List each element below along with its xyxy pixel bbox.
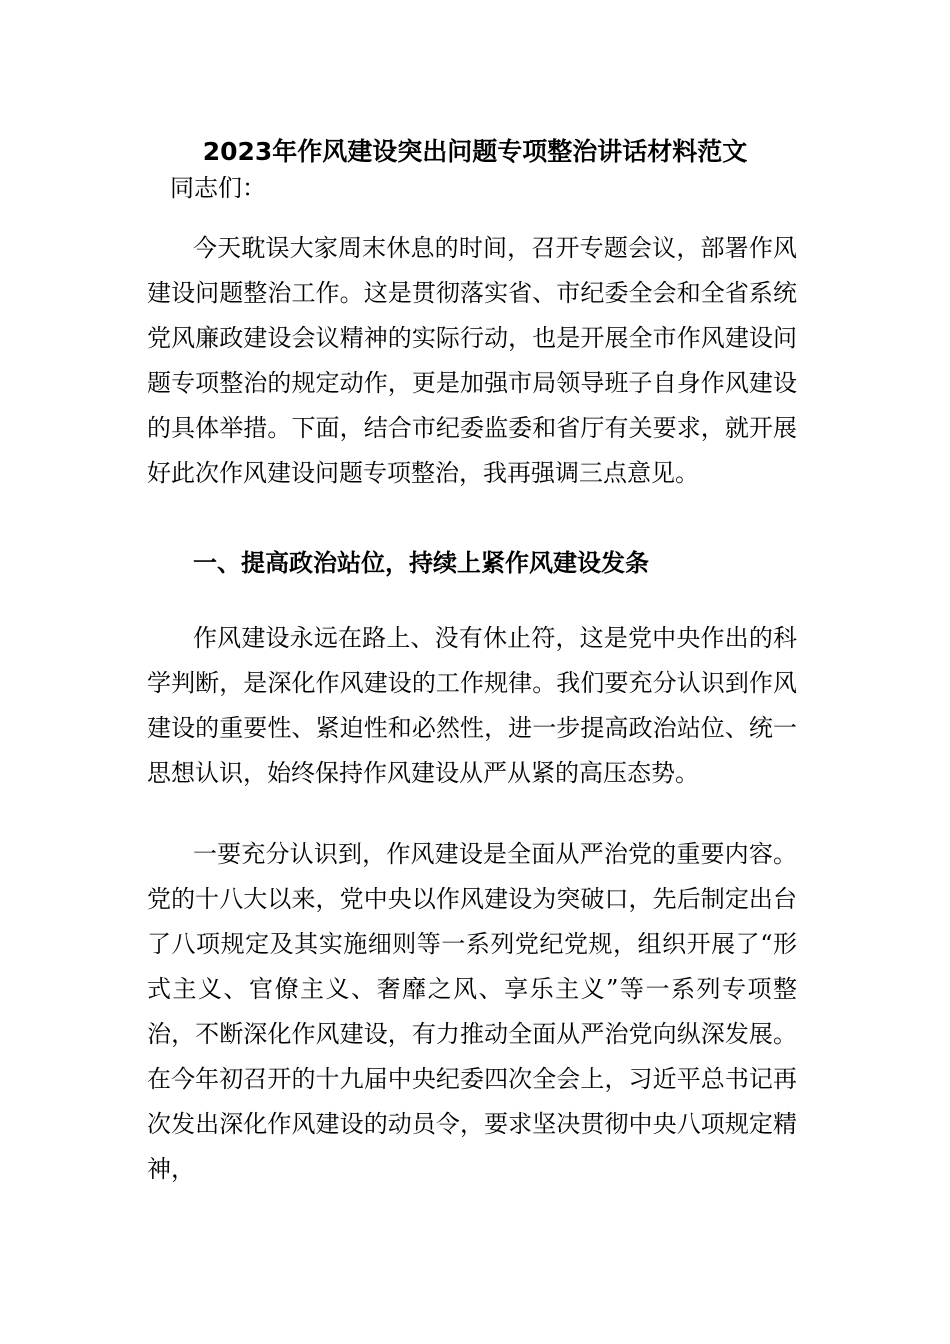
paragraph-section-intro: 作风建设永远在路上、没有休止符，这是党中央作出的科学判断，是深化作风建设的工作规律。我们要充分认识到作风建设的重要性、紧迫性和必然性，进一步提高政治站位、统一思想认识，始终保持作风建设从严从紧的高压态势。 [147,624,797,787]
greeting: 同志们： [170,174,266,202]
section-heading: 一、提高政治站位，持续上紧作风建设发条 [193,549,649,577]
document-title: 2023年作风建设突出问题专项整治讲话材料范文 [202,137,748,166]
paragraph-point-one: 一要充分认识到，作风建设是全面从严治党的重要内容。党的十八大以来，党中央以作风建设为突破口，先后制定出台了八项规定及其实施细则等一系列党纪党规，组织开展了“形式主义、官僚主义、奢靡之风、享乐主义”等一系列专项整治，不断深化作风建设，有力推动全面从严治党向纵深发展。在今年初召开的十九届中央纪委四次全会上，习近平总书记再次发出深化作风建设的动员令，要求坚决贯彻中央八项规定精神， [147,840,797,1183]
paragraph-intro: 今天耽误大家周末休息的时间，召开专题会议，部署作风建设问题整治工作。这是贯彻落实省、市纪委全会和全省系统党风廉政建设会议精神的实际行动，也是开展全市作风建设问题专项整治的规定动作，更是加强市局领导班子自身作风建设的具体举措。下面，结合市纪委监委和省厅有关要求，就开展好此次作风建设问题专项整治，我再强调三点意见。 [147,234,797,487]
